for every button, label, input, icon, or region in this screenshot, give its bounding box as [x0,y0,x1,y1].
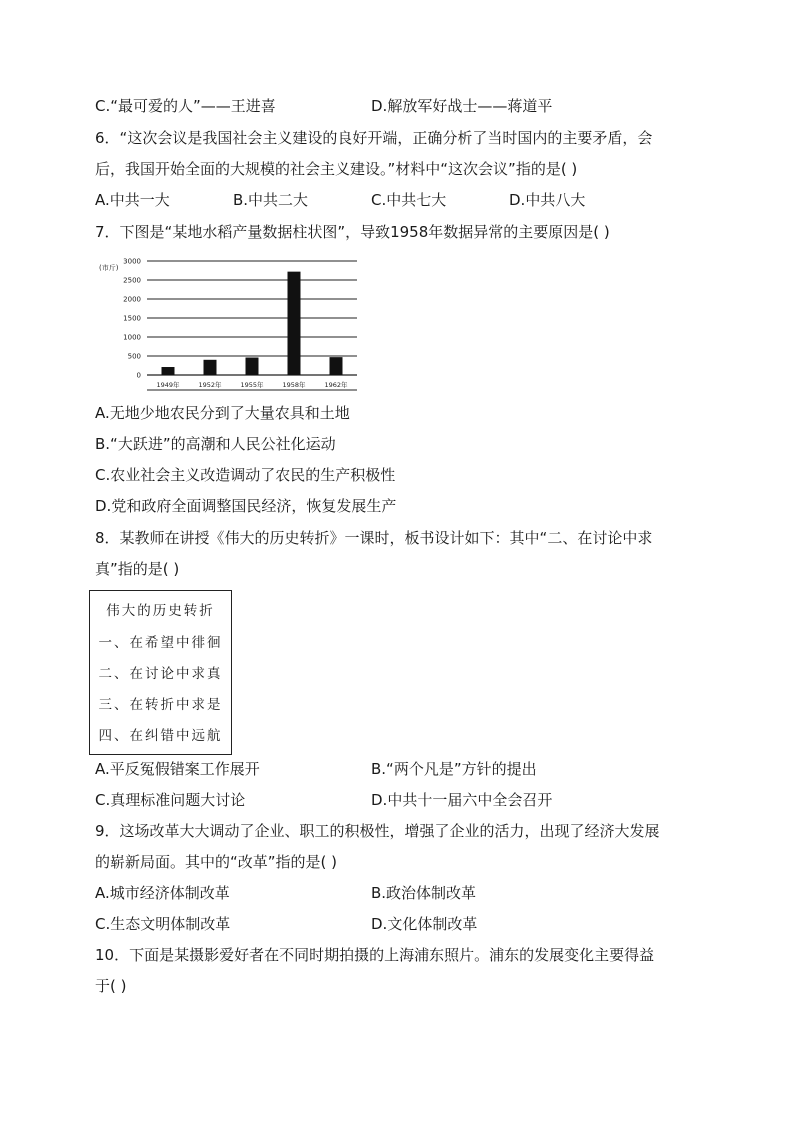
q6-option-a: A.中共一大 [95,191,170,209]
q9-option-c: C.生态文明体制改革 [95,915,231,933]
q6-stem-line2: 后，我国开始全面的大规模的社会主义建设。”材料中“这次会议”指的是( ) [95,160,578,178]
x-tick-label: 1952年 [198,381,222,389]
y-tick-label: 0 [136,371,141,380]
q9-stem-line1: 9．这场改革大大调动了企业、职工的积极性，增强了企业的活力，出现了经济大发展 [95,822,660,840]
q6-option-b: B.中共二大 [233,191,309,209]
q8-stem-line2: 真”指的是( ) [95,560,180,578]
q9-option-a: A.城市经济体制改革 [95,884,230,902]
q7-stem: 7．下图是“某地水稻产量数据柱状图”，导致1958年数据异常的主要原因是( ) [95,223,610,241]
y-tick-label: 3000 [123,257,141,266]
q9-stem-line2: 的崭新局面。其中的“改革”指的是( ) [95,853,338,871]
board-item-3: 三、在转折中求是 [98,697,223,713]
bar-1949年 [162,367,175,375]
x-tick-label: 1962年 [324,381,348,389]
q6-option-c: C.中共七大 [371,191,447,209]
y-axis-unit-label: (市斤) [99,264,119,272]
bar-1952年 [204,360,217,375]
q7-option-a: A.无地少地农民分到了大量农具和土地 [95,404,350,422]
y-tick-label: 2500 [123,276,141,285]
q6-option-d: D.中共八大 [509,191,586,209]
blackboard-design-box [89,590,232,755]
q8-option-d: D.中共十一届六中全会召开 [371,791,553,809]
bar-1958年 [288,272,301,375]
q8-option-c: C.真理标准问题大讨论 [95,791,246,809]
q8-option-b: B.“两个凡是”方针的提出 [371,760,537,778]
bar-1962年 [330,357,343,375]
x-tick-label: 1958年 [282,381,306,389]
board-item-4: 四、在纠错中远航 [98,728,223,744]
q8-option-a: A.平反冤假错案工作展开 [95,760,260,778]
q10-stem-line2: 于( ) [95,977,127,995]
y-tick-label: 1000 [123,333,141,342]
q7-option-d: D.党和政府全面调整国民经济，恢复发展生产 [95,497,397,515]
q5-option-c: C.“最可爱的人”——王进喜 [95,97,276,115]
x-tick-label: 1949年 [156,381,180,389]
q5-option-d: D.解放军好战士——蒋道平 [371,97,553,115]
q7-option-b: B.“大跃进”的高潮和人民公社化运动 [95,435,336,453]
q9-option-d: D.文化体制改革 [371,915,478,933]
q6-stem-line1: 6．“这次会议是我国社会主义建设的良好开端，正确分析了当时国内的主要矛盾，会 [95,129,653,147]
rice-yield-bar-chart [95,256,361,392]
q8-stem-line1: 8．某教师在讲授《伟大的历史转折》一课时，板书设计如下：其中“二、在讨论中求 [95,529,653,547]
y-tick-label: 2000 [123,295,141,304]
board-title: 伟大的历史转折 [106,603,215,619]
bar-1955年 [246,358,259,375]
y-tick-label: 500 [127,352,141,361]
board-item-1: 一、在希望中徘徊 [98,635,223,651]
q10-stem-line1: 10．下面是某摄影爱好者在不同时期拍摄的上海浦东照片。浦东的发展变化主要得益 [95,946,655,964]
q7-option-c: C.农业社会主义改造调动了农民的生产积极性 [95,466,396,484]
q9-option-b: B.政治体制改革 [371,884,477,902]
y-tick-label: 1500 [123,314,141,323]
board-item-2: 二、在讨论中求真 [98,666,223,682]
x-tick-label: 1955年 [240,381,264,389]
